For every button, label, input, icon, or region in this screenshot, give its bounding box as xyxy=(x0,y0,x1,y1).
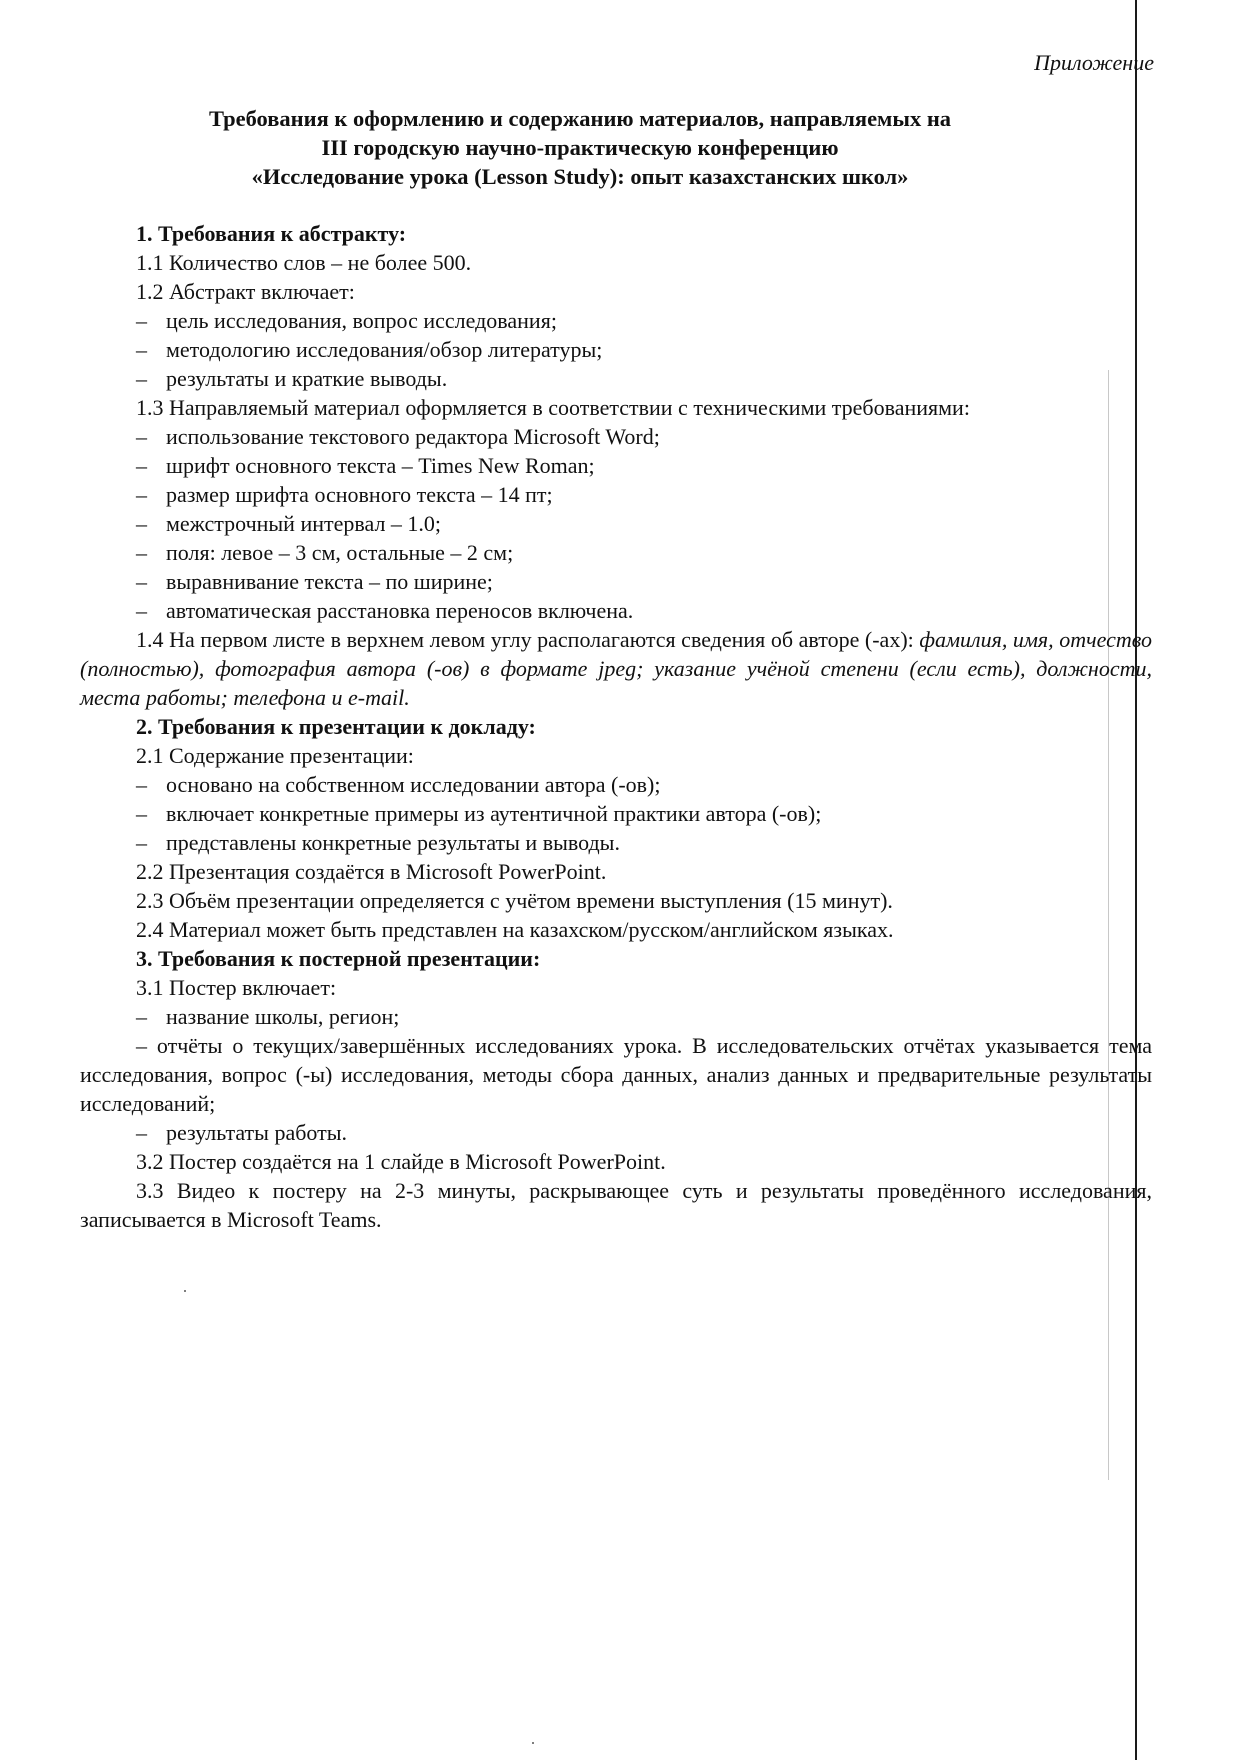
list-item: – межстрочный интервал – 1.0; xyxy=(136,511,442,536)
list-item: – название школы, регион; xyxy=(136,1004,400,1029)
document-title xyxy=(80,104,1080,191)
list-item: – автоматическая расстановка переносов включена. xyxy=(136,598,634,623)
list-item: – основано на собственном исследовании автора (-ов); xyxy=(136,772,661,797)
dash-marker: – xyxy=(136,540,147,565)
item-3-3: 3.3 Видео к постеру на 2-3 минуты, раскрывающее суть и результаты проведённого исследования, записывается в Microsoft Teams. xyxy=(80,1178,1152,1232)
dash-marker: – xyxy=(136,482,147,507)
dash-marker: – xyxy=(136,830,147,855)
title-line-3: «Исследование урока (Lesson Study): опыт казахстанских школ» xyxy=(251,164,909,189)
section-3-heading: 3. Требования к постерной презентации: xyxy=(136,946,541,971)
item-2-1: 2.1 Содержание презентации: xyxy=(136,743,414,768)
item-1-3: 1.3 Направляемый материал оформляется в соответствии с техническими требованиями: xyxy=(136,395,970,420)
item-2-3: 2.3 Объём презентации определяется с учётом времени выступления (15 минут). xyxy=(136,888,893,913)
list-item: – поля: левое – 3 см, остальные – 2 см; xyxy=(136,540,514,565)
dash-marker: – xyxy=(136,511,147,536)
title-line-2: III городскую научно-практическую конференцию xyxy=(321,135,839,160)
list-item: – представлены конкретные результаты и выводы. xyxy=(136,830,620,855)
dash-marker: – xyxy=(136,772,147,797)
list-item: – результаты и краткие выводы. xyxy=(136,366,448,391)
dash-marker: – xyxy=(136,569,147,594)
item-1-4 xyxy=(80,625,1152,712)
list-item: – цель исследования, вопрос исследования; xyxy=(136,308,557,333)
item-2-2: 2.2 Презентация создаётся в Microsoft PowerPoint. xyxy=(136,859,607,884)
dash-marker: – xyxy=(136,366,147,391)
list-item: – включает конкретные примеры из аутентичной практики автора (-ов); xyxy=(136,801,822,826)
dash-marker: – xyxy=(136,1120,147,1145)
item-3-1: 3.1 Постер включает: xyxy=(136,975,337,1000)
dash-marker: – xyxy=(136,1004,147,1029)
item-2-4: 2.4 Материал может быть представлен на казахском/русском/английском языках. xyxy=(136,917,894,942)
item-1-1: 1.1 Количество слов – не более 500. xyxy=(136,250,472,275)
item-1-2: 1.2 Абстракт включает: xyxy=(136,279,355,304)
scan-speck xyxy=(184,1290,186,1292)
item-3-2: 3.2 Постер создаётся на 1 слайде в Microsoft PowerPoint. xyxy=(136,1149,666,1174)
dash-marker: – xyxy=(136,424,147,449)
section-1-heading: 1. Требования к абстракту: xyxy=(136,221,407,246)
list-item: – шрифт основного текста – Times New Roman; xyxy=(136,453,595,478)
dash-marker: – xyxy=(136,598,147,623)
list-item: – использование текстового редактора Microsoft Word; xyxy=(136,424,660,449)
item-1-4-italic: фамилия, имя, отчество (полностью), фотография автора (-ов) в формате jpeg; указание учёной степени (если есть), должности, места работы; телефона и e-mail. xyxy=(80,627,1153,710)
scan-speck xyxy=(532,1742,534,1744)
list-item: – выравнивание текста – по ширине; xyxy=(136,569,493,594)
document-body xyxy=(80,219,1152,1234)
list-item: – результаты работы. xyxy=(136,1120,348,1145)
appendix-label: Приложение xyxy=(1034,50,1154,75)
item-1-4-lead: 1.4 На первом листе в верхнем левом углу располагаются сведения об авторе (-ах): xyxy=(136,627,920,652)
list-item-paragraph: – отчёты о текущих/завершённых исследованиях урока. В исследовательских отчётах указывается тема исследования, вопрос (-ы) исследования, методы сбора данных, анализ данных и предварительные результаты исследований; xyxy=(80,1033,1152,1116)
dash-marker: – xyxy=(136,337,147,362)
dash-marker: – xyxy=(136,308,147,333)
list-item: – размер шрифта основного текста – 14 пт; xyxy=(136,482,553,507)
title-line-1: Требования к оформлению и содержанию материалов, направляемых на xyxy=(208,106,952,131)
section-2-heading: 2. Требования к презентации к докладу: xyxy=(136,714,536,739)
dash-marker: – xyxy=(136,801,147,826)
list-item: – методологию исследования/обзор литературы; xyxy=(136,337,603,362)
dash-marker: – xyxy=(136,453,147,478)
